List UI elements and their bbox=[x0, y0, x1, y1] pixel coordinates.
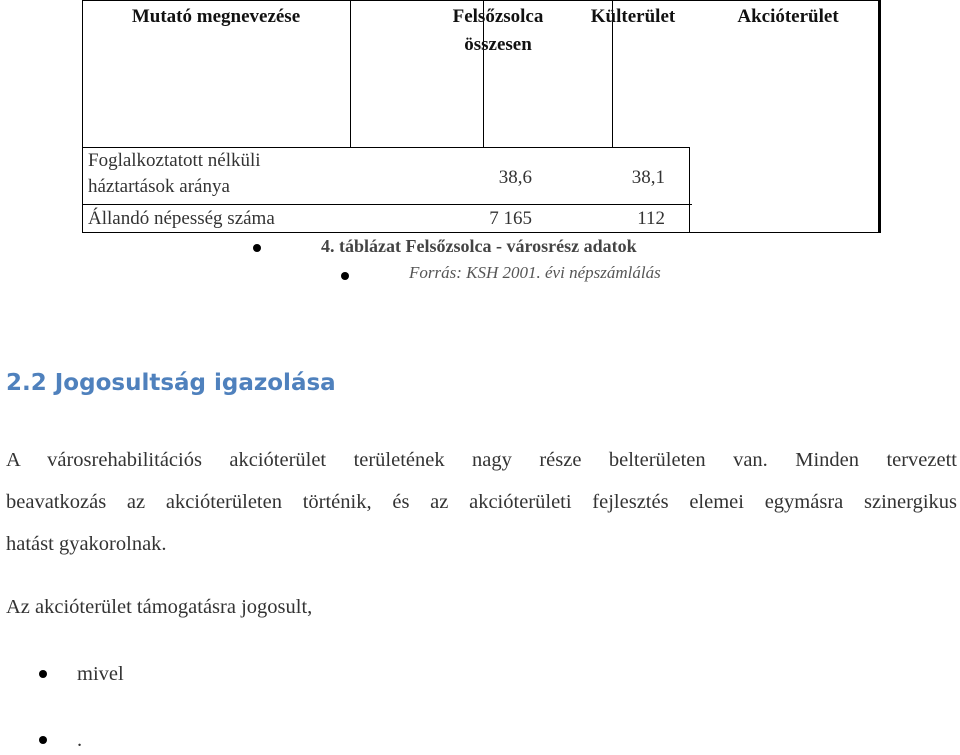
bullet-icon bbox=[253, 244, 261, 252]
eligibility-sentence bbox=[6, 586, 957, 628]
bullet-icon bbox=[39, 670, 47, 678]
table-cell-total: 38,6 bbox=[498, 167, 532, 188]
header-outer-area: Külterület bbox=[590, 6, 676, 27]
eligibility-text: Az akcióterület támogatásra jogosult, bbox=[6, 596, 313, 618]
table-row-label: Állandó népesség száma bbox=[88, 208, 275, 229]
table-col-divider-right bbox=[689, 147, 690, 233]
body-paragraph bbox=[6, 439, 957, 565]
data-table bbox=[82, 0, 881, 233]
table-caption bbox=[0, 236, 960, 260]
header-action-area: Akcióterület bbox=[737, 6, 839, 27]
paragraph-line: beavatkozás az akcióterületen történik, és az akcióterületi fejlesztés elemei egymásra szinergikus bbox=[6, 491, 957, 513]
list-item bbox=[0, 725, 960, 755]
paragraph-line: hatást gyakorolnak. bbox=[6, 533, 167, 555]
table-col-divider-1 bbox=[350, 0, 351, 148]
table-border-right bbox=[878, 0, 881, 233]
header-indicator-name: Mutató megnevezése bbox=[131, 6, 301, 27]
table-border-left bbox=[82, 0, 83, 233]
table-border-top bbox=[82, 0, 881, 1]
caption-title: 4. táblázat Felsőzsolca - városrész adatok bbox=[321, 236, 637, 256]
header-total: Felsőzsolca összesen bbox=[452, 6, 544, 55]
table-row-label: Foglalkoztatott nélküli háztartások aránya bbox=[88, 150, 261, 197]
bullet-icon bbox=[39, 736, 47, 744]
paragraph-line: A városrehabilitációs akcióterület területének nagy része belterületen van. Minden tervezett bbox=[6, 449, 957, 471]
table-source bbox=[0, 263, 960, 287]
table-cell-outer: 112 bbox=[637, 208, 665, 229]
list-item bbox=[0, 659, 960, 689]
list-item-text: mivel bbox=[77, 663, 124, 685]
caption-source: Forrás: KSH 2001. évi népszámlálás bbox=[409, 263, 661, 282]
table-cell-outer: 38,1 bbox=[631, 167, 665, 188]
section-heading: 2.2 Jogosultság igazolása bbox=[6, 370, 336, 396]
bullet-icon bbox=[341, 272, 349, 280]
table-cell-total: 7 165 bbox=[489, 208, 532, 229]
table-row-divider-2 bbox=[82, 204, 692, 205]
table-border-bottom bbox=[82, 232, 881, 233]
list-item-text: . bbox=[77, 729, 83, 751]
